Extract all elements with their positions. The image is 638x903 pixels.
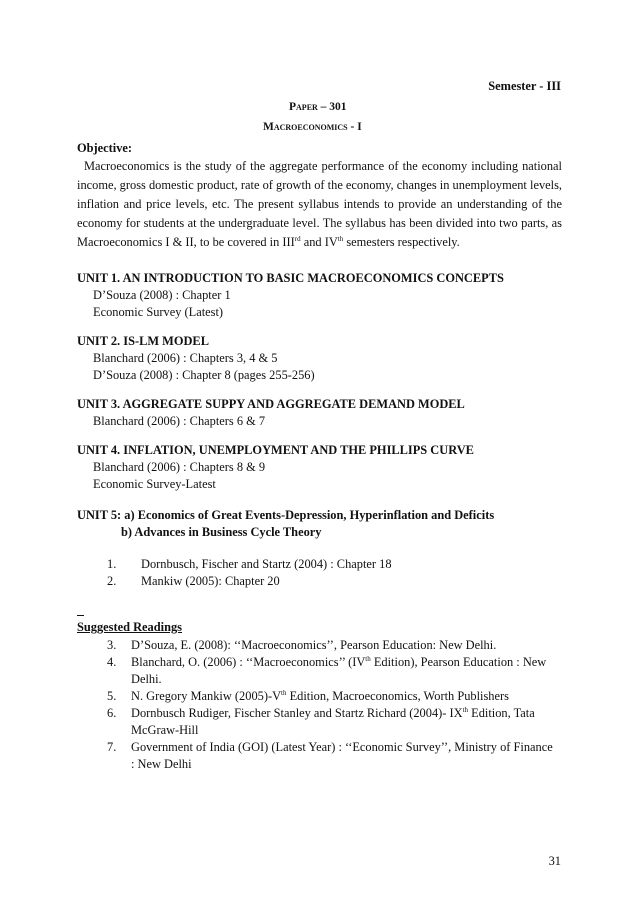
- reading-4-line1-a: Blanchard, O. (2006) : ‘‘Macroeconomics’’ (IV: [131, 655, 366, 669]
- reading-5-line1-a: N. Gregory Mankiw (2005)-V: [131, 689, 282, 703]
- unit-5-item-2-num: 2.: [107, 574, 117, 588]
- reading-7-line2: : New Delhi: [131, 757, 192, 771]
- unit-5-title-b: b) Advances in Business Cycle Theory: [121, 525, 322, 539]
- suggested-readings-heading: Suggested Readings: [77, 620, 182, 634]
- semester-label: Semester - III: [488, 79, 561, 93]
- reading-6-line1-b: Edition, Tata: [468, 706, 535, 720]
- objective-paragraph: [77, 157, 562, 252]
- unit-4-title: UNIT 4. INFLATION, UNEMPLOYMENT AND THE PHILLIPS CURVE: [77, 443, 474, 457]
- unit-2-ref-2: D’Souza (2008) : Chapter 8 (pages 255-256): [93, 368, 315, 382]
- objective-sup-2: th: [337, 235, 344, 243]
- reading-6-sup: th: [462, 706, 469, 714]
- objective-text-2: semesters respectively.: [343, 235, 460, 249]
- objective-sup-1: rd: [294, 235, 301, 243]
- objective-heading: Objective:: [77, 141, 133, 155]
- unit-5-title-a: UNIT 5: a) Economics of Great Events-Depression, Hyperinflation and Deficits: [77, 508, 495, 522]
- paper-number: Paper – 301: [289, 101, 347, 113]
- reading-6-line1-a: Dornbusch Rudiger, Fischer Stanley and Startz Richard (2004)- IX: [131, 706, 463, 720]
- unit-5-item-1-text: Dornbusch, Fischer and Startz (2004) : Chapter 18: [141, 557, 392, 571]
- objective-text-1: Macroeconomics is the study of the aggregate performance of the economy including national income, gross domestic product, rate of growth of the economy, changes in unemployment levels, inflation and price levels, etc. The present syllabus intends to provide an understanding of the economy for students at the undergraduate level. The syllabus has been divided into two parts, as Macroeconomics I & II, to be covered in III: [77, 159, 562, 249]
- unit-2-title: UNIT 2. IS-LM MODEL: [77, 334, 209, 348]
- unit-4-ref-2: Economic Survey-Latest: [93, 477, 216, 491]
- reading-4-line1: [131, 653, 546, 672]
- objective-text-mid: and IV: [300, 235, 338, 249]
- reading-5-num: 5.: [107, 689, 117, 703]
- page-number: 31: [548, 854, 561, 868]
- reading-4-sup: th: [365, 655, 371, 663]
- divider-mark: [77, 615, 84, 616]
- unit-3-title: UNIT 3. AGGREGATE SUPPY AND AGGREGATE DEMAND MODEL: [77, 397, 465, 411]
- reading-3-num: 3.: [107, 638, 117, 652]
- course-title: Macroeconomics - I: [263, 121, 362, 133]
- unit-4-ref-1: Blanchard (2006) : Chapters 8 & 9: [93, 460, 266, 474]
- reading-5-line1-b: Edition, Macroeconomics, Worth Publishers: [286, 689, 509, 703]
- reading-7-line1: Government of India (GOI) (Latest Year) : ‘‘Economic Survey’’, Ministry of Finance: [131, 740, 553, 754]
- unit-5-item-2-text: Mankiw (2005): Chapter 20: [141, 574, 280, 588]
- unit-1-ref-1: D’Souza (2008) : Chapter 1: [93, 288, 231, 302]
- reading-6-line2: McGraw-Hill: [131, 723, 199, 737]
- reading-4-line1-b: Edition), Pearson Education : New: [370, 655, 547, 669]
- unit-2-ref-1: Blanchard (2006) : Chapters 3, 4 & 5: [93, 351, 278, 365]
- reading-6-num: 6.: [107, 706, 117, 720]
- reading-3-text: D’Souza, E. (2008): ‘‘Macroeconomics’’, Pearson Education: New Delhi.: [131, 638, 497, 652]
- reading-7-num: 7.: [107, 740, 117, 754]
- unit-1-title: UNIT 1. AN INTRODUCTION TO BASIC MACROECONOMICS CONCEPTS: [77, 271, 504, 285]
- reading-4-line2: Delhi.: [131, 672, 162, 686]
- reading-5-sup: th: [281, 689, 287, 697]
- reading-4-num: 4.: [107, 655, 117, 669]
- unit-5-item-1-num: 1.: [107, 557, 117, 571]
- unit-3-ref-1: Blanchard (2006) : Chapters 6 & 7: [93, 414, 266, 428]
- unit-1-ref-2: Economic Survey (Latest): [93, 305, 224, 319]
